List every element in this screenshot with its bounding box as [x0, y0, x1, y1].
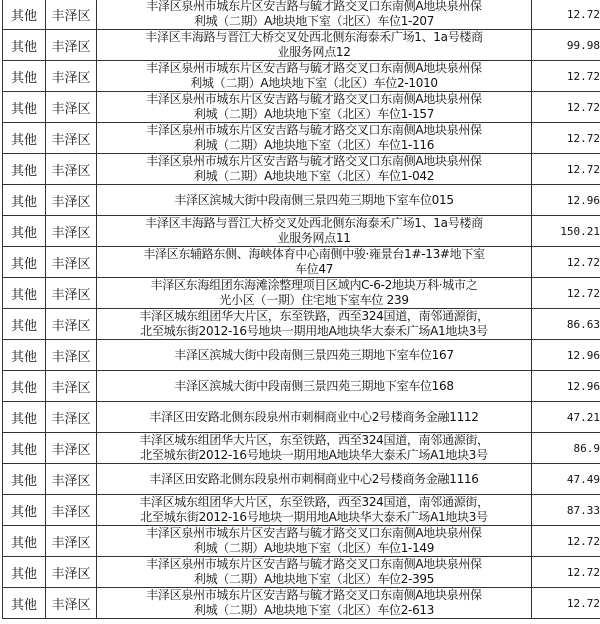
- address-line-1: 丰泽区泉州市城东片区安吉路与毓才路交叉口东南侧A地块泉州保: [146, 61, 482, 75]
- district-cell: 丰泽区: [46, 495, 97, 526]
- price-cell: 12.72: [532, 123, 600, 154]
- address-line-2: 北至城东街2012-16号地块一期用地A地块华大泰禾广场A1地块3号: [140, 510, 488, 524]
- district-cell: 丰泽区: [46, 340, 97, 371]
- address-line-1: 丰泽区滨城大街中段南侧三景四苑三期地下室车位015: [174, 192, 454, 207]
- type-cell: 其他: [3, 557, 46, 588]
- district-cell: 丰泽区: [46, 402, 97, 433]
- type-cell: 其他: [3, 216, 46, 247]
- price-cell: 12.72: [532, 526, 600, 557]
- type-cell: 其他: [3, 61, 46, 92]
- table-row: [3, 30, 600, 61]
- district-cell: 丰泽区: [46, 309, 97, 340]
- table-row: [3, 247, 600, 278]
- price-cell: 12.96: [532, 185, 600, 216]
- table-row: [3, 371, 600, 402]
- district-cell: 丰泽区: [46, 557, 97, 588]
- price-cell: 12.72: [532, 154, 600, 185]
- address-cell: [97, 495, 532, 526]
- address-cell: [97, 0, 532, 30]
- address-line-1: 丰泽区泉州市城东片区安吉路与毓才路交叉口东南侧A地块泉州保: [146, 557, 482, 571]
- type-cell: 其他: [3, 247, 46, 278]
- type-cell: 其他: [3, 309, 46, 340]
- address-line-1: 丰泽区田安路北侧东段泉州市刺桐商业中心2号楼商务金融1112: [149, 409, 479, 424]
- type-cell: 其他: [3, 278, 46, 309]
- price-cell: 47.21: [532, 402, 600, 433]
- address-line-2: 利城（二期）A地块地下室（北区）车位1-157: [193, 107, 435, 121]
- address-line-2: 利城（二期）A地块地下室（北区）车位2-395: [193, 572, 435, 586]
- address-cell: [97, 402, 532, 433]
- table-row: [3, 123, 600, 154]
- address-line-1: 丰泽区城东组团华大片区，东至铁路，西至324国道，南邻通源街，: [139, 433, 489, 447]
- address-cell: [97, 154, 532, 185]
- type-cell: 其他: [3, 154, 46, 185]
- address-cell: [97, 278, 532, 309]
- address-cell: [97, 340, 532, 371]
- price-cell: 12.72: [532, 557, 600, 588]
- property-table: [2, 0, 600, 619]
- address-line-1: 丰泽区泉州市城东片区安吉路与毓才路交叉口东南侧A地块泉州保: [146, 123, 482, 137]
- district-cell: 丰泽区: [46, 30, 97, 61]
- address-line-1: 丰泽区泉州市城东片区安吉路与毓才路交叉口东南侧A地块泉州保: [146, 0, 482, 13]
- type-cell: 其他: [3, 464, 46, 495]
- table-row: [3, 61, 600, 92]
- address-cell: [97, 433, 532, 464]
- address-cell: [97, 61, 532, 92]
- address-cell: [97, 557, 532, 588]
- table-row: [3, 495, 600, 526]
- price-cell: 99.98: [532, 30, 600, 61]
- district-cell: 丰泽区: [46, 216, 97, 247]
- address-line-2: 利城（二期）A地块地下室（北区）车位2-613: [193, 603, 435, 617]
- table-row: [3, 464, 600, 495]
- address-line-2: 利城（二期）A地块地下室（北区）车位2-1010: [190, 76, 438, 90]
- district-cell: 丰泽区: [46, 0, 97, 30]
- address-line-1: 丰泽区滨城大街中段南侧三景四苑三期地下室车位168: [174, 378, 454, 393]
- price-cell: 12.72: [532, 247, 600, 278]
- district-cell: 丰泽区: [46, 92, 97, 123]
- address-cell: [97, 309, 532, 340]
- price-cell: 12.72: [532, 92, 600, 123]
- address-line-1: 丰泽区滨城大街中段南侧三景四苑三期地下室车位167: [174, 347, 454, 362]
- type-cell: 其他: [3, 0, 46, 30]
- table-row: [3, 216, 600, 247]
- address-line-1: 丰泽区城东组团华大片区，东至铁路，西至324国道，南邻通源街，: [139, 495, 489, 509]
- address-line-2: 车位47: [294, 262, 334, 276]
- address-cell: [97, 123, 532, 154]
- address-line-1: 丰泽区泉州市城东片区安吉路与毓才路交叉口东南侧A地块泉州保: [146, 154, 482, 168]
- address-cell: [97, 526, 532, 557]
- address-line-1: 丰泽区泉州市城东片区安吉路与毓才路交叉口东南侧A地块泉州保: [146, 526, 482, 540]
- address-line-2: 光小区（一期）住宅地下室车位 239: [219, 293, 409, 307]
- type-cell: 其他: [3, 123, 46, 154]
- table-row: [3, 526, 600, 557]
- table-row: [3, 185, 600, 216]
- price-cell: 87.33: [532, 495, 600, 526]
- district-cell: 丰泽区: [46, 278, 97, 309]
- address-line-1: 丰泽区泉州市城东片区安吉路与毓才路交叉口东南侧A地块泉州保: [146, 588, 482, 602]
- address-line-2: 利城（二期）A地块地下室（北区）车位1-042: [193, 169, 435, 183]
- address-line-2: 利城（二期）A地块地下室（北区）车位1-149: [193, 541, 435, 555]
- district-cell: 丰泽区: [46, 464, 97, 495]
- district-cell: 丰泽区: [46, 154, 97, 185]
- address-cell: [97, 464, 532, 495]
- district-cell: 丰泽区: [46, 61, 97, 92]
- property-table-body: [3, 0, 600, 619]
- price-cell: 86.9: [532, 433, 600, 464]
- type-cell: 其他: [3, 402, 46, 433]
- type-cell: 其他: [3, 588, 46, 619]
- district-cell: 丰泽区: [46, 588, 97, 619]
- price-cell: 12.72: [532, 278, 600, 309]
- district-cell: 丰泽区: [46, 526, 97, 557]
- table-row: [3, 433, 600, 464]
- district-cell: 丰泽区: [46, 247, 97, 278]
- price-cell: 47.49: [532, 464, 600, 495]
- address-line-2: 业服务网点12: [277, 45, 351, 59]
- address-line-1: 丰泽区东海组团东海滩涂整理项目区域内C-6-2地块万科·城市之: [150, 278, 478, 292]
- address-line-2: 利城（二期）A地块地下室（北区）车位1-207: [193, 14, 435, 28]
- address-cell: [97, 247, 532, 278]
- address-line-2: 北至城东街2012-16号地块一期用地A地块华大泰禾广场A1地块3号: [140, 324, 488, 338]
- table-row: [3, 340, 600, 371]
- table-row: [3, 92, 600, 123]
- address-line-1: 丰泽区丰海路与晋江大桥交叉处西北侧东海泰禾广场1、1a号楼商: [145, 30, 483, 44]
- price-cell: 86.63: [532, 309, 600, 340]
- price-cell: 12.72: [532, 0, 600, 30]
- table-row: [3, 402, 600, 433]
- address-line-1: 丰泽区东辅路东侧、海峡体育中心南侧中骏·雍景台1#-13#地下室: [143, 247, 485, 261]
- address-line-1: 丰泽区城东组团华大片区，东至铁路，西至324国道，南邻通源街，: [139, 309, 489, 323]
- table-row: [3, 588, 600, 619]
- type-cell: 其他: [3, 371, 46, 402]
- price-cell: 12.72: [532, 588, 600, 619]
- price-cell: 12.96: [532, 371, 600, 402]
- table-row: [3, 557, 600, 588]
- district-cell: 丰泽区: [46, 123, 97, 154]
- table-row: [3, 309, 600, 340]
- price-cell: 12.72: [532, 61, 600, 92]
- type-cell: 其他: [3, 30, 46, 61]
- table-row: [3, 278, 600, 309]
- address-cell: [97, 30, 532, 61]
- district-cell: 丰泽区: [46, 433, 97, 464]
- address-line-2: 业服务网点11: [277, 231, 351, 245]
- table-row: [3, 154, 600, 185]
- district-cell: 丰泽区: [46, 185, 97, 216]
- address-cell: [97, 371, 532, 402]
- table-row: [3, 0, 600, 30]
- type-cell: 其他: [3, 185, 46, 216]
- type-cell: 其他: [3, 526, 46, 557]
- address-line-2: 北至城东街2012-16号地块一期用地A地块华大泰禾广场A1地块3号: [140, 448, 488, 462]
- address-cell: [97, 92, 532, 123]
- price-cell: 12.96: [532, 340, 600, 371]
- type-cell: 其他: [3, 433, 46, 464]
- address-line-2: 利城（二期）A地块地下室（北区）车位1-116: [193, 138, 435, 152]
- address-line-1: 丰泽区泉州市城东片区安吉路与毓才路交叉口东南侧A地块泉州保: [146, 92, 482, 106]
- district-cell: 丰泽区: [46, 371, 97, 402]
- type-cell: 其他: [3, 92, 46, 123]
- address-cell: [97, 185, 532, 216]
- type-cell: 其他: [3, 340, 46, 371]
- address-cell: [97, 216, 532, 247]
- price-cell: 150.21: [532, 216, 600, 247]
- address-cell: [97, 588, 532, 619]
- address-line-1: 丰泽区丰海路与晋江大桥交叉处西北侧东海泰禾广场1、1a号楼商: [145, 216, 483, 230]
- type-cell: 其他: [3, 495, 46, 526]
- address-line-1: 丰泽区田安路北侧东段泉州市刺桐商业中心2号楼商务金融1116: [149, 471, 479, 486]
